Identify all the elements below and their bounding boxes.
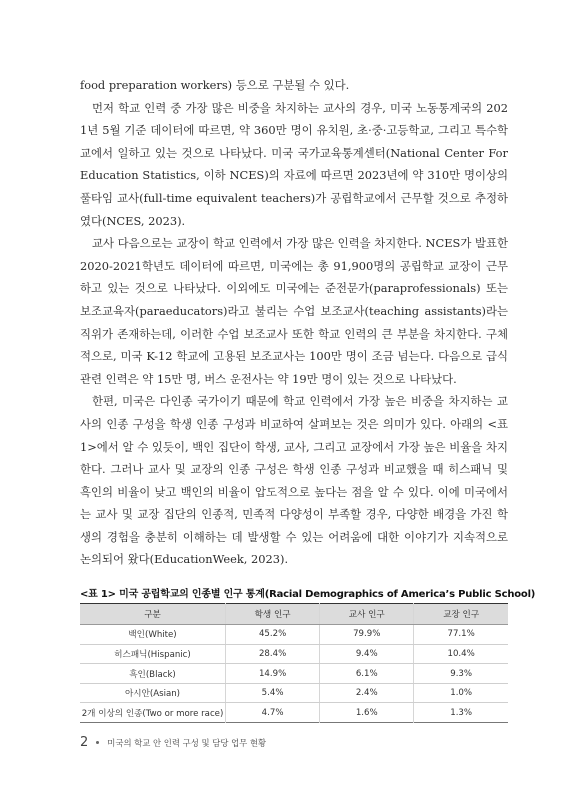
cell-category: 히스패닉(Hispanic) (80, 644, 226, 664)
cell-principals: 9.3% (414, 664, 508, 684)
cell-students: 5.4% (226, 683, 320, 703)
table-title: <표 1> 미국 공립학교의 인종별 인구 통계(Racial Demographics of America’s Public School) (80, 589, 536, 601)
paragraph-3: 교사 다음으로는 교장이 학교 인력에서 가장 많은 인력을 차지한다. NCES가 발표한 2020-2021학년도 데이터에 따르면, 미국에는 총 91,900명의 공립학교 교장이 근무하고 있는 것으로 나타났다. 이외에도 미국에는 준전문가(paraprofessionals) 또는 보조교육자(paraeducators)라고 불리는 수업 보조교사(teaching assistants)라는 직위가 존재하는데, 이러한 수업 보조교사 또한 학교 인력의 큰 부분을 차지한다. 구체적으로, 미국 K-12 학교에 고용된 보조교사는 100만 명이 조금 넘는다. 다음으로 급식 관련 인력은 약 15만 명, 버스 운전사는 약 19만 명이 있는 것으로 나타났다. (80, 236, 508, 386)
cell-principals: 1.3% (414, 703, 508, 723)
table-header-row (80, 604, 508, 625)
cell-principals: 77.1% (414, 625, 508, 645)
page-footer (80, 735, 266, 750)
cell-category: 흑인(Black) (80, 664, 226, 684)
cell-teachers: 6.1% (320, 664, 414, 684)
cell-teachers: 2.4% (320, 683, 414, 703)
cell-category: 아시안(Asian) (80, 683, 226, 703)
cell-students: 28.4% (226, 644, 320, 664)
cell-principals: 10.4% (414, 644, 508, 664)
cell-principals: 1.0% (414, 683, 508, 703)
cell-category: 2개 이상의 인종(Two or more race) (81, 708, 224, 719)
cell-category: 백인(White) (80, 625, 226, 645)
header-principals: 교장 인구 (414, 604, 508, 625)
demographics-table (80, 603, 508, 723)
paragraph-1: food preparation workers) 등으로 구분될 수 있다. (80, 78, 350, 92)
paragraph-4: 한편, 미국은 다인종 국가이기 때문에 학교 인력에서 가장 높은 비중을 차지하는 교사의 인종 구성을 학생 인종 구성과 비교하여 살펴보는 것은 의미가 있다. 아래의 <표 1>에서 알 수 있듯이, 백인 집단이 학생, 교사, 그리고 교장에서 가장 높은 비율을 차지한다. 그러나 교사 및 교장의 인종 구성은 학생 인종 구성과 비교했을 때 히스패닉 및 흑인의 비율이 낮고 백인의 비율이 압도적으로 높다는 점을 알 수 있다. 이에 미국에서는 교사 및 교장 집단의 인종적, 민족적 다양성이 부족할 경우, 다양한 배경을 가진 학생의 경험을 충분히 이해하는 데 발생할 수 있는 어려움에 대한 이야기가 지속적으로 논의되어 왔다(EducationWeek, 2023). (80, 394, 508, 567)
cell-teachers: 9.4% (320, 644, 414, 664)
cell-students: 14.9% (226, 664, 320, 684)
header-students: 학생 인구 (226, 604, 320, 625)
footer-title: 미국의 학교 안 인력 구성 및 담당 업무 현황 (107, 737, 267, 748)
table-row (80, 664, 508, 684)
table-row (80, 703, 508, 723)
header-teachers: 교사 인구 (320, 604, 414, 625)
cell-teachers: 1.6% (320, 703, 414, 723)
table-row (80, 644, 508, 664)
page-number: 2 (80, 735, 89, 750)
header-category: 구분 (80, 604, 226, 625)
cell-students: 45.2% (226, 625, 320, 645)
document-body (80, 74, 536, 723)
bullet-separator (96, 741, 99, 744)
cell-students: 4.7% (226, 703, 320, 723)
table-row (80, 683, 508, 703)
paragraph-2: 먼저 학교 인력 중 가장 많은 비중을 차지하는 교사의 경우, 미국 노동통계국의 2021년 5월 기준 데이터에 따르면, 약 360만 명이 유치원, 초·중·고등학교, 그리고 특수학교에서 일하고 있는 것으로 나타났다. 미국 국가교육통계센터(National Center For Education Statistics, 이하 NCES)의 자료에 따르면 2023년에 약 310만 명이상의 풀타임 교사(full-time equivalent teachers)가 공립학교에서 근무할 것으로 추정하였다(NCES, 2023). (80, 100, 508, 228)
cell-teachers: 79.9% (320, 625, 414, 645)
table-row (80, 625, 508, 645)
